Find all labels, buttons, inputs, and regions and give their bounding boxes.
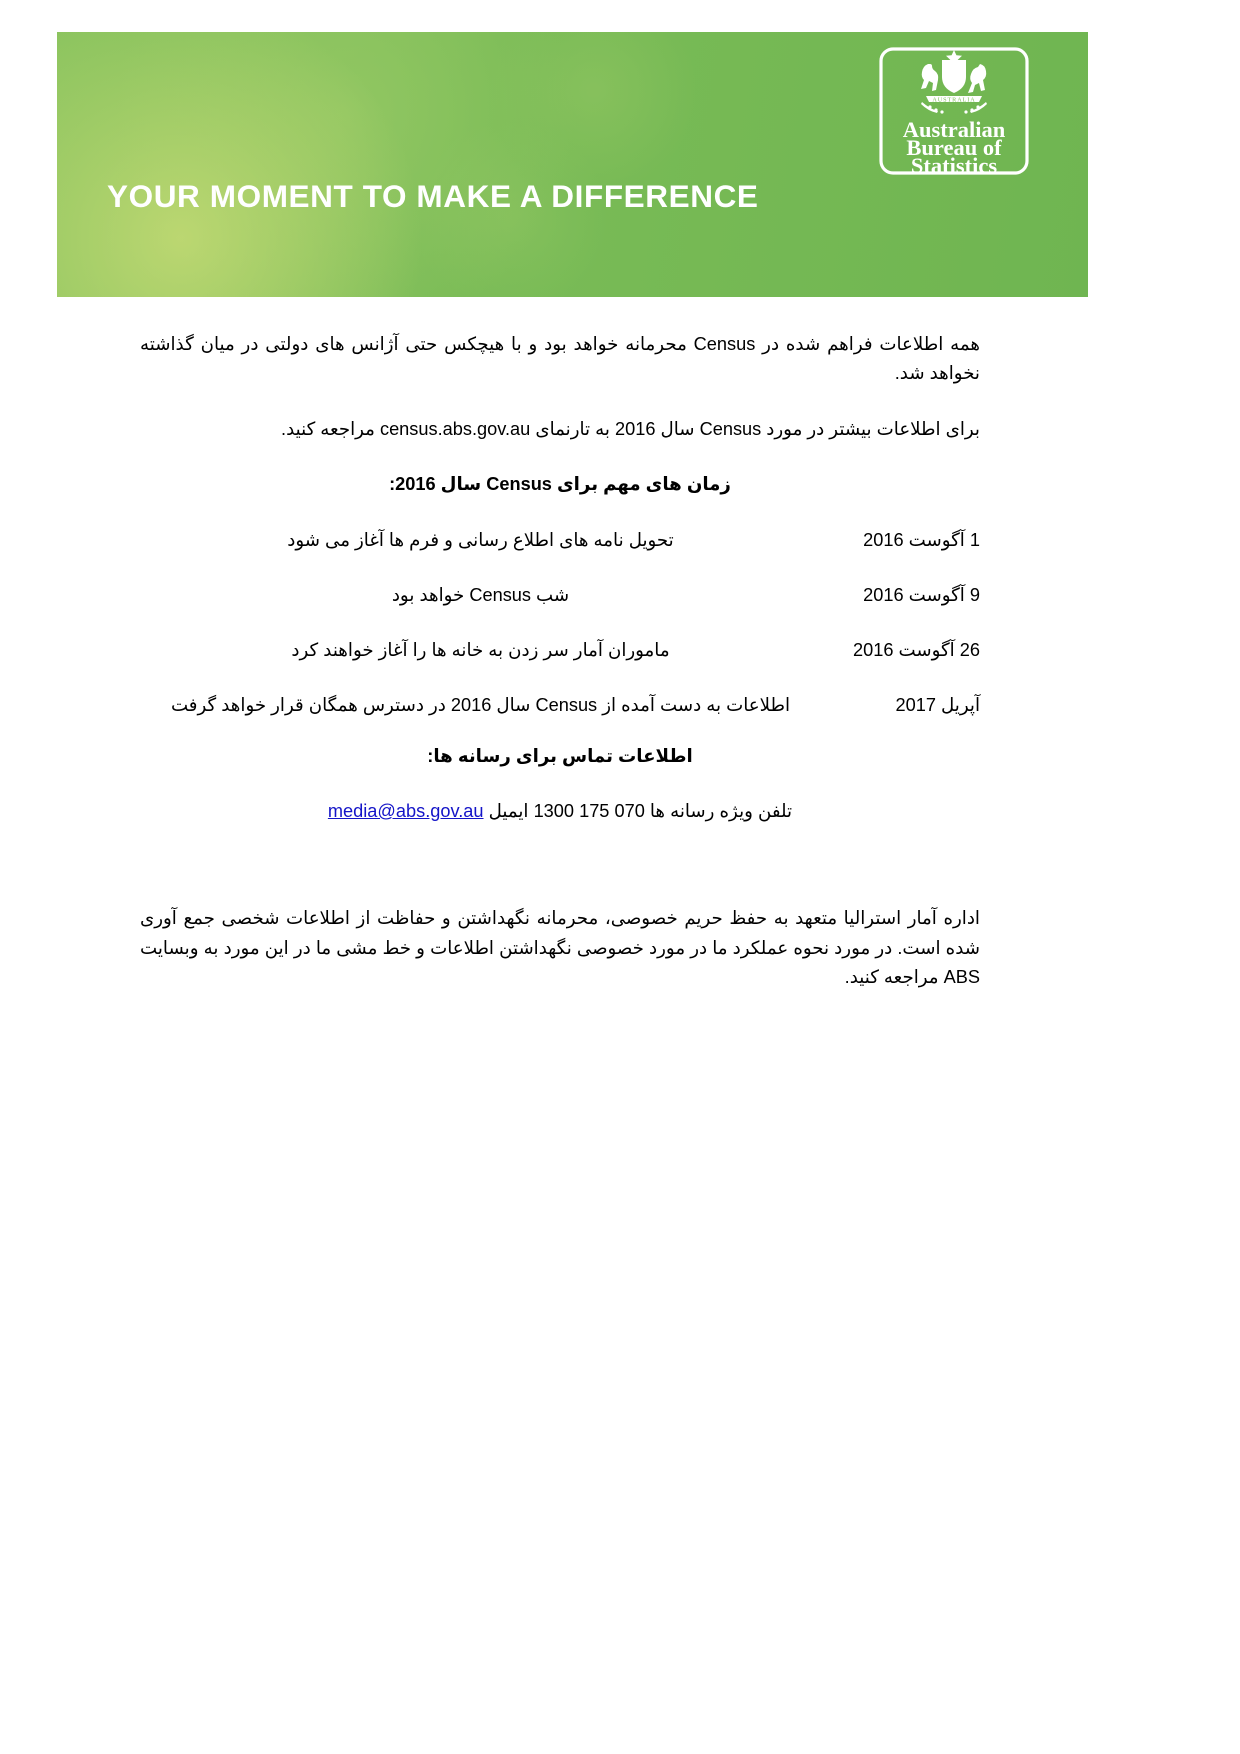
list-item xyxy=(140,691,980,720)
media-contact-line xyxy=(140,797,980,826)
schedule-description: اطلاعات به دست آمده از Census سال 2016 در دسترس همگان قرار خواهد گرفت xyxy=(170,694,791,715)
schedule-description: تحویل نامه های اطلاع رسانی و فرم ها آغاز می شود xyxy=(287,529,674,550)
schedule-heading: زمان های مهم برای Census سال 2016: xyxy=(389,474,731,495)
schedule-description: ماموران آمار سر زدن به خانه ها را آغاز خواهند کرد xyxy=(291,639,670,660)
media-phone-label: تلفن ویژه رسانه ها xyxy=(649,801,793,822)
abs-logo-line2: Bureau of xyxy=(906,135,1002,160)
confidentiality-paragraph: همه اطلاعات فراهم شده در Census محرمانه خواهد بود و با هیچکس حتی آژانس های دولتی در میان گذاشته نخواهد شد. xyxy=(140,334,980,384)
schedule-date: 9 آگوست 2016 xyxy=(863,584,980,605)
abs-logo-line3: Statistics xyxy=(910,153,998,176)
media-phone-number: 1300 175 070 xyxy=(533,801,645,822)
privacy-paragraph: اداره آمار استرالیا متعهد به حفظ حریم خصوصی، محرمانه نگهداشتن و حفاظت از اطلاعات شخصی جمع آوری شده است. در مورد نحوه عملکرد ما در مورد خصوصی نگهداشتن اطلاعات و خط مشی ما در این مورد به وبسایت ABS مراجعه کنید. xyxy=(140,908,980,988)
abs-logo xyxy=(878,44,1030,176)
more-info-paragraph: برای اطلاعات بیشتر در مورد Census سال 2016 به تارنمای census.abs.gov.au مراجعه کنید. xyxy=(281,418,980,439)
document-body xyxy=(140,330,980,993)
media-contact-heading: اطلاعات تماس برای رسانه ها: xyxy=(427,746,693,767)
media-email-link[interactable]: media@abs.gov.au xyxy=(327,801,484,822)
list-item xyxy=(140,526,980,555)
schedule-date: آپریل 2017 xyxy=(895,694,980,715)
schedule-date: 26 آگوست 2016 xyxy=(852,639,980,660)
key-dates-list xyxy=(140,526,980,721)
schedule-description: شب Census خواهد بود xyxy=(391,584,570,605)
header-banner xyxy=(57,32,1088,297)
media-email-label: ایمیل xyxy=(488,801,529,822)
list-item xyxy=(140,636,980,665)
banner-headline: YOUR MOMENT TO MAKE A DIFFERENCE xyxy=(107,178,759,214)
svg-text:AUSTRALIA: AUSTRALIA xyxy=(932,96,976,104)
list-item xyxy=(140,581,980,610)
schedule-date: 1 آگوست 2016 xyxy=(863,529,980,550)
abs-logo-line1: Australian xyxy=(902,117,1006,142)
